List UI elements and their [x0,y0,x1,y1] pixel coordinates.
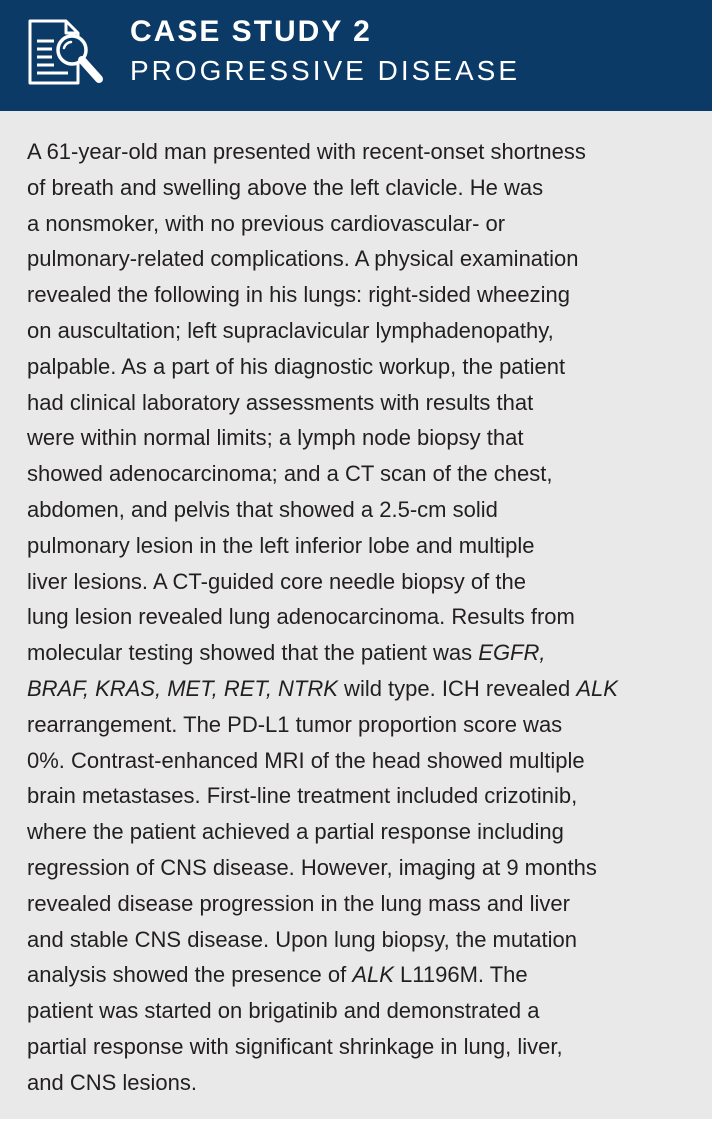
document-magnifier-icon [24,17,108,89]
text-line: showed adenocarcinoma; and a CT scan of the chest, [27,461,553,487]
case-study-header [0,0,712,111]
text-line: palpable. As a part of his diagnostic workup, the patient [27,353,566,379]
text-line: patient was started on brigatinib and demonstrated a [27,998,540,1024]
text-line: BRAF, KRAS, MET, RET, NTRK wild type. ICH revealed ALK [27,675,618,701]
case-study-text [27,134,697,1101]
text-line: brain metastases. First-line treatment included crizotinib, [27,783,578,809]
gene-name: ALK [576,675,618,701]
case-study-title: CASE STUDY 2 [130,15,372,48]
gene-names: BRAF, KRAS, MET, RET, NTRK [27,675,338,701]
text-line: analysis showed the presence of ALK L1196M. The [27,962,528,988]
text-line: regression of CNS disease. However, imaging at 9 months [27,854,597,880]
text-line: of breath and swelling above the left clavicle. He was [27,174,544,200]
text-line: pulmonary-related complications. A physical examination [27,246,579,272]
text-line: 0%. Contrast-enhanced MRI of the head showed multiple [27,747,585,773]
text-line: had clinical laboratory assessments with results that [27,389,534,415]
text-line: abdomen, and pelvis that showed a 2.5-cm solid [27,496,498,522]
gene-name: ALK [352,962,394,988]
text-line: liver lesions. A CT-guided core needle biopsy of the [27,568,526,594]
text-line: partial response with significant shrinkage in lung, liver, [27,1033,563,1059]
text-line: rearrangement. The PD-L1 tumor proportion score was [27,711,563,737]
text-line: and CNS lesions. [27,1069,197,1095]
text-line: pulmonary lesion in the left inferior lobe and multiple [27,532,535,558]
gene-name: EGFR, [478,640,546,666]
case-study-subtitle: PROGRESSIVE DISEASE [130,55,520,86]
text-line: molecular testing showed that the patient was EGFR, [27,640,546,666]
text-line: A 61-year-old man presented with recent-onset shortness [27,139,586,164]
text-line: revealed the following in his lungs: right-sided wheezing [27,282,570,308]
text-line: were within normal limits; a lymph node biopsy that [27,425,524,451]
text-line: on auscultation; left supraclavicular lymphadenopathy, [27,317,554,343]
text-line: lung lesion revealed lung adenocarcinoma. Results from [27,604,575,630]
text-line: revealed disease progression in the lung mass and liver [27,890,570,916]
text-line: and stable CNS disease. Upon lung biopsy, the mutation [27,926,577,952]
text-line: where the patient achieved a partial response including [27,819,564,845]
text-line: a nonsmoker, with no previous cardiovascular- or [27,210,506,236]
